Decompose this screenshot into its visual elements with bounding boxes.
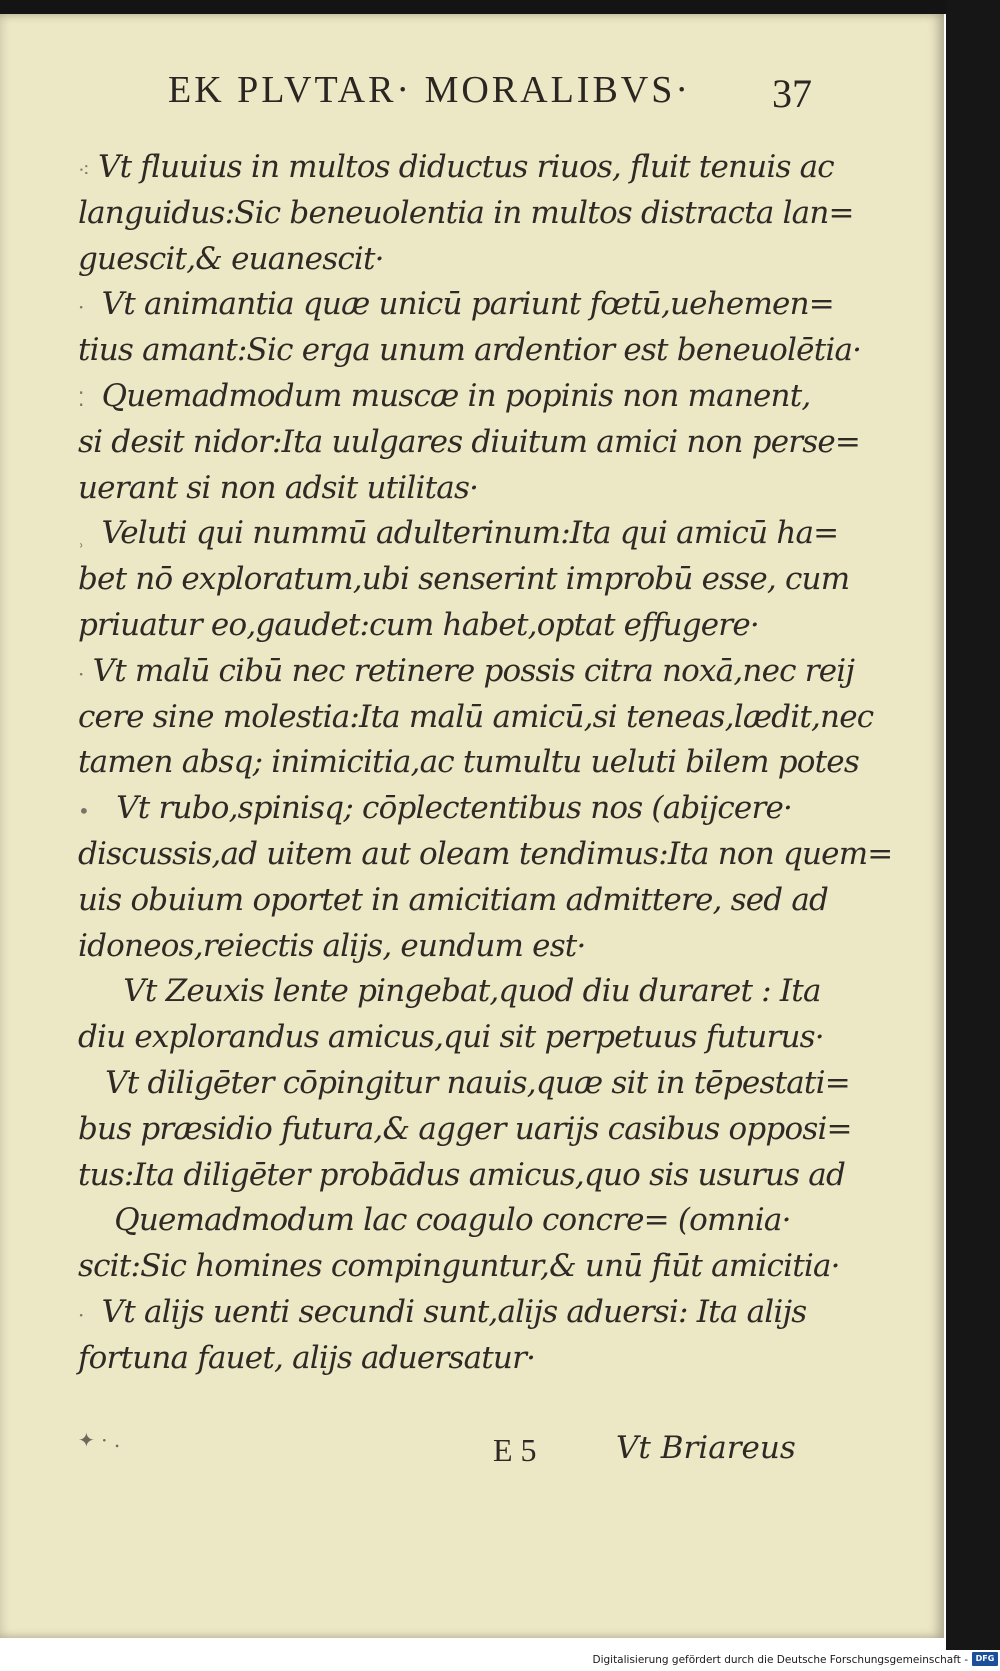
line-text: si desit nidor:Ita uulgares diuitum amici non perse= bbox=[78, 423, 861, 460]
text-line bbox=[78, 1198, 808, 1244]
line-text: uerant si non adsit utilitas· bbox=[78, 469, 479, 506]
margin-mark: · bbox=[78, 295, 84, 320]
line-text: Quemadmodum muscæ in popinis non manent, bbox=[101, 377, 811, 414]
text-line bbox=[78, 511, 839, 557]
catchword: Vt Briareus bbox=[616, 1430, 796, 1466]
catchline bbox=[78, 1428, 808, 1478]
line-text: Vt alijs uenti secundi sunt,alijs aduersi: Ita alijs bbox=[101, 1293, 807, 1330]
text-line bbox=[78, 282, 834, 328]
scan-border-right bbox=[946, 0, 1000, 1650]
line-text: cere sine molestia:Ita malū amicū,si teneas,lædit,nec bbox=[78, 698, 874, 735]
text-line bbox=[78, 557, 850, 603]
text-line bbox=[78, 1336, 808, 1382]
line-text: Vt diligēter cōpingitur nauis,quæ sit in tēpestati= bbox=[105, 1064, 850, 1101]
dfg-logo-icon: DFG bbox=[972, 1652, 998, 1666]
margin-mark: ⸒ bbox=[78, 524, 84, 549]
line-text: Vt Zeuxis lente pingebat,quod diu duraret : Ita bbox=[123, 973, 821, 1010]
line-text: guescit,& euanescit· bbox=[78, 240, 384, 277]
text-line bbox=[78, 695, 874, 741]
ink-smudge: ✦ · . bbox=[78, 1428, 121, 1452]
text-line bbox=[78, 786, 808, 832]
signature-mark: E 5 bbox=[493, 1432, 537, 1468]
line-text: fortuna fauet, alijs aduersatur· bbox=[78, 1339, 536, 1376]
text-line bbox=[78, 1061, 850, 1107]
margin-mark: ⁖ bbox=[78, 158, 89, 182]
body-text bbox=[78, 145, 893, 1382]
text-line bbox=[78, 1153, 846, 1199]
line-text: tus:Ita diligēter probādus amicus,quo sis usurus ad bbox=[78, 1156, 846, 1193]
line-text: Vt fluuius in multos diductus riuos, fluit tenuis ac bbox=[97, 149, 834, 185]
line-text: Vt rubo,spinisq; cōplectentibus nos (abijcere· bbox=[116, 790, 793, 827]
text-line bbox=[78, 1290, 808, 1336]
text-line bbox=[78, 466, 808, 512]
line-text: Vt malū cibū nec retinere possis citra noxā,nec reij bbox=[92, 652, 855, 689]
text-line bbox=[78, 374, 811, 420]
text-line bbox=[78, 145, 834, 191]
margin-mark: · bbox=[78, 661, 84, 686]
footer-credit: Digitalisierung gefördert durch die Deutsche Forschungsgemeinschaft - bbox=[592, 1654, 968, 1666]
line-text: priuatur eo,gaudet:cum habet,optat effugere· bbox=[78, 606, 759, 643]
text-line bbox=[78, 924, 808, 970]
text-line bbox=[78, 237, 808, 283]
line-text: uis obuium oportet in amicitiam admittere, sed ad bbox=[78, 881, 829, 918]
scan-border-top bbox=[0, 0, 1000, 14]
text-line bbox=[78, 832, 893, 878]
line-text: diu explorandus amicus,qui sit perpetuus futurus· bbox=[78, 1019, 824, 1056]
line-text: Quemadmodum lac coagulo concre= (omnia· bbox=[114, 1202, 791, 1239]
line-text: scit:Sic homines compinguntur,& unū fiūt amicitia· bbox=[78, 1248, 840, 1285]
line-text: Veluti qui nummū adulterinum:Ita qui amicū ha= bbox=[101, 515, 839, 552]
text-line bbox=[78, 878, 829, 924]
margin-mark: · bbox=[78, 1302, 84, 1327]
line-text: idoneos,reiectis alijs, eundum est· bbox=[78, 927, 586, 964]
line-text: discussis,ad uitem aut oleam tendimus:Ita non quem= bbox=[78, 835, 893, 872]
text-line bbox=[78, 191, 854, 237]
line-text: tamen absq; inimicitia,ac tumultu ueluti bilem potes bbox=[78, 744, 859, 781]
line-text: tius amant:Sic erga unum ardentior est beneuolētia· bbox=[78, 332, 862, 369]
margin-mark: ⁚ bbox=[78, 386, 84, 411]
line-text: languidus:Sic beneuolentia in multos distracta lan= bbox=[78, 194, 854, 231]
margin-mark: • bbox=[78, 799, 89, 824]
text-line bbox=[78, 1107, 852, 1153]
text-line bbox=[78, 603, 808, 649]
line-text: bus præsidio futura,& agger uarijs casibus opposi= bbox=[78, 1110, 852, 1147]
text-line bbox=[78, 969, 821, 1015]
text-line bbox=[78, 420, 861, 466]
line-text: bet nō exploratum,ubi senserint improbū esse, cum bbox=[78, 561, 850, 598]
text-line bbox=[78, 328, 862, 374]
text-line bbox=[78, 740, 859, 786]
running-head: EK PLVTAR· MORALIBVS· bbox=[168, 69, 692, 111]
page-number: 37 bbox=[772, 71, 812, 116]
text-line bbox=[78, 1244, 840, 1290]
line-text: Vt animantia quæ unicū pariunt fœtū,uehemen= bbox=[101, 286, 834, 323]
text-line bbox=[78, 649, 855, 695]
text-line bbox=[78, 1015, 824, 1061]
